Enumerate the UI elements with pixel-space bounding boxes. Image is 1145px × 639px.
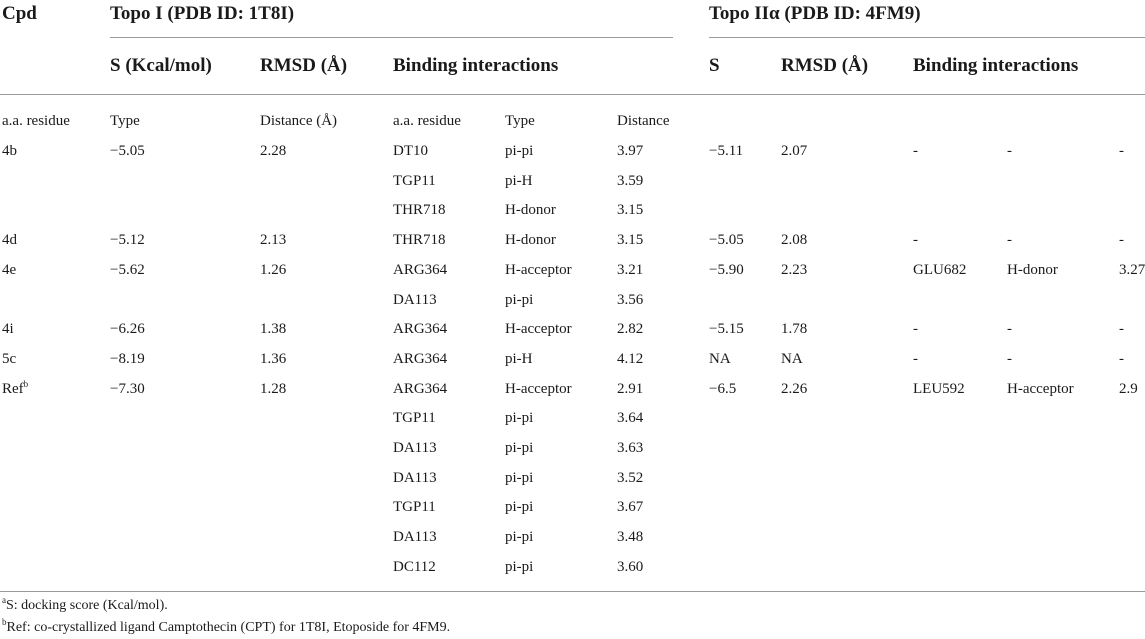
cell-topo1-rmsd-text: 2.28 (260, 143, 287, 159)
cell-topo1-distance-text: 3.15 (617, 232, 644, 248)
cell-topo2-type (1007, 232, 1012, 249)
cell-topo2-type (1007, 351, 1012, 368)
cell-topo2-distance-text: - (1119, 232, 1124, 248)
cell-topo1-type (505, 351, 533, 368)
footnote-b (2, 617, 451, 636)
cell-topo1-type (505, 440, 533, 457)
footnote-a-marker: a (2, 595, 6, 605)
cell-topo1-distance (617, 499, 643, 516)
cell-topo1-distance-text: 3.63 (617, 440, 644, 456)
cell-topo1-s-text: −5.12 (110, 232, 145, 248)
cell-topo1-type-text: pi-H (505, 173, 533, 189)
cell-topo2-s-text: −5.15 (709, 321, 744, 337)
cell-topo1-type-text: pi-H (505, 351, 533, 367)
cell-topo1-s (110, 381, 145, 398)
cell-topo1-s (110, 262, 145, 279)
cell-topo1-type (505, 173, 533, 190)
cell-topo1-s-text: −6.26 (110, 321, 145, 337)
cell-topo1-distance (617, 559, 643, 576)
cell-topo2-s (709, 232, 744, 249)
cell-topo2-s-text: −6.5 (709, 381, 737, 397)
cell-topo1-s (110, 232, 145, 249)
cell-topo2-residue (913, 351, 918, 368)
cell-topo1-rmsd-text: 1.26 (260, 262, 287, 278)
cell-topo2-rmsd-text: NA (781, 351, 803, 367)
cell-topo2-type (1007, 143, 1012, 160)
header-topo1-title: Topo I (PDB ID: 1T8I) (110, 3, 295, 24)
cell-topo1-s (110, 351, 145, 368)
cell-topo1-type-text: H-acceptor (505, 262, 572, 278)
cell-topo1-residue-text: ARG364 (393, 351, 448, 367)
subheader-type-2: Type (505, 113, 535, 129)
topo2-group-rule (709, 37, 1145, 38)
cell-topo2-rmsd-text: 2.07 (781, 143, 808, 159)
cell-topo2-s (709, 321, 744, 338)
cell-topo1-distance (617, 202, 643, 219)
cell-topo2-residue-text: GLU682 (913, 262, 967, 278)
header-topo2-title: Topo IIα (PDB ID: 4FM9) (709, 3, 921, 24)
cell-topo1-residue (393, 232, 446, 249)
cell-cpd-text: 4b (2, 143, 17, 159)
cell-topo2-distance (1119, 351, 1124, 368)
cell-topo2-type-text: - (1007, 143, 1012, 159)
cell-cpd (2, 351, 16, 368)
cell-topo1-distance (617, 440, 643, 457)
header-topo1-binding: Binding interactions (393, 55, 559, 76)
cell-cpd-text: 4d (2, 232, 17, 248)
header-topo2-s: S (709, 55, 720, 76)
cell-topo1-residue (393, 173, 436, 190)
cell-topo1-residue-text: ARG364 (393, 321, 448, 337)
cell-topo2-residue-text: - (913, 143, 918, 159)
cell-topo1-distance-text: 3.67 (617, 499, 644, 515)
cell-topo1-residue (393, 292, 437, 309)
cell-topo2-type-text: - (1007, 321, 1012, 337)
cell-topo2-residue-text: - (913, 232, 918, 248)
cell-topo1-type-text: pi-pi (505, 440, 534, 456)
cell-topo1-type-text: H-donor (505, 232, 556, 248)
cell-topo1-rmsd (260, 321, 286, 338)
cell-topo1-distance (617, 262, 643, 279)
cell-topo1-type (505, 202, 556, 219)
cell-topo1-type (505, 499, 533, 516)
cell-topo1-type (505, 529, 533, 546)
cell-topo2-type-text: - (1007, 232, 1012, 248)
cell-topo2-residue-text: LEU592 (913, 381, 965, 397)
cell-topo2-distance (1119, 321, 1124, 338)
cell-topo2-distance (1119, 262, 1145, 279)
cell-topo1-distance-text: 3.48 (617, 529, 644, 545)
cell-topo2-rmsd (781, 143, 807, 160)
cell-topo1-rmsd-text: 1.38 (260, 321, 287, 337)
cell-topo1-distance-text: 4.12 (617, 351, 644, 367)
cell-topo2-rmsd-text: 2.08 (781, 232, 808, 248)
cell-topo2-residue-text: - (913, 351, 918, 367)
cell-topo1-distance (617, 470, 643, 487)
cell-topo2-residue (913, 262, 966, 279)
cell-topo1-distance-text: 2.91 (617, 381, 644, 397)
cell-topo1-type (505, 381, 572, 398)
cell-topo1-rmsd (260, 262, 286, 279)
cell-topo2-residue (913, 232, 918, 249)
cell-topo2-residue (913, 143, 918, 160)
cell-topo1-distance (617, 410, 643, 427)
cell-topo1-rmsd-text: 2.13 (260, 232, 287, 248)
cell-topo1-rmsd (260, 351, 286, 368)
cell-topo1-distance (617, 351, 643, 368)
footnote-a-text: S: docking score (Kcal/mol). (6, 598, 168, 613)
cell-topo1-distance (617, 529, 643, 546)
cell-topo1-residue (393, 143, 428, 160)
cell-topo1-rmsd-text: 1.36 (260, 351, 287, 367)
cell-topo1-type (505, 410, 533, 427)
cell-topo1-type (505, 292, 533, 309)
cell-topo2-distance (1119, 232, 1124, 249)
cell-topo2-s (709, 381, 736, 398)
cell-cpd-text: 4e (2, 262, 17, 278)
cell-topo1-type-text: pi-pi (505, 559, 534, 575)
cell-topo1-residue (393, 410, 436, 427)
cell-topo1-residue (393, 262, 447, 279)
cell-topo1-distance (617, 292, 643, 309)
cell-topo1-type-text: pi-pi (505, 410, 534, 426)
cell-topo2-s (709, 143, 743, 160)
cell-topo1-residue (393, 202, 446, 219)
cell-topo1-s-text: −5.05 (110, 143, 145, 159)
cell-topo1-type-text: H-acceptor (505, 381, 572, 397)
cell-topo1-residue (393, 381, 447, 398)
cell-topo1-s-text: −8.19 (110, 351, 145, 367)
header-topo2-binding: Binding interactions (913, 55, 1079, 76)
subheader-distance: Distance (617, 113, 670, 129)
cell-topo1-rmsd (260, 381, 286, 398)
cell-topo1-residue-text: DT10 (393, 143, 428, 159)
cell-topo2-s-text: −5.05 (709, 232, 744, 248)
cell-topo1-rmsd-text: 1.28 (260, 381, 287, 397)
cell-topo1-type (505, 143, 533, 160)
cell-topo1-residue-text: ARG364 (393, 381, 448, 397)
cell-topo2-distance-text: 2.9 (1119, 381, 1138, 397)
subheader-aa-residue-2: a.a. residue (393, 113, 461, 129)
cell-topo1-residue (393, 470, 437, 487)
cell-topo1-type (505, 470, 533, 487)
cell-topo1-distance (617, 232, 643, 249)
cell-topo1-distance-text: 3.97 (617, 143, 644, 159)
cell-topo2-rmsd-text: 2.26 (781, 381, 808, 397)
cell-topo1-type (505, 232, 556, 249)
cell-topo1-residue (393, 559, 436, 576)
header-topo1-s: S (Kcal/mol) (110, 55, 212, 76)
cell-topo2-distance (1119, 143, 1124, 160)
cell-topo2-distance-text: - (1119, 143, 1124, 159)
cell-topo1-residue-text: ARG364 (393, 262, 448, 278)
subheader-distance-angstrom: Distance (Å) (260, 113, 338, 129)
cell-cpd-text: 5c (2, 351, 17, 367)
cell-topo1-type (505, 559, 533, 576)
cell-topo1-type-text: H-acceptor (505, 321, 572, 337)
cell-topo1-distance-text: 2.82 (617, 321, 644, 337)
cell-topo1-residue (393, 440, 437, 457)
cell-topo2-rmsd (781, 321, 807, 338)
cell-topo2-s (709, 351, 731, 368)
cell-topo2-residue (913, 321, 918, 338)
cell-topo2-distance-text: 3.27 (1119, 262, 1145, 278)
header-topo1-rmsd: RMSD (Å) (260, 55, 348, 76)
footnote-b-text: Ref: co-crystallized ligand Camptothecin (CPT) for 1T8I, Etoposide for 4FM9. (6, 620, 451, 635)
cell-topo2-distance-text: - (1119, 321, 1124, 337)
cell-topo2-distance (1119, 381, 1138, 398)
cell-topo2-s (709, 262, 744, 279)
cell-topo1-s (110, 321, 145, 338)
cell-topo2-type (1007, 262, 1058, 279)
cell-topo2-distance-text: - (1119, 351, 1124, 367)
topo1-group-rule (110, 37, 673, 38)
cell-topo2-rmsd (781, 351, 803, 368)
cell-topo2-rmsd (781, 381, 807, 398)
cell-topo1-distance-text: 3.52 (617, 470, 644, 486)
cell-topo1-type-text: pi-pi (505, 470, 534, 486)
cell-topo1-type (505, 321, 572, 338)
cell-topo1-distance (617, 321, 643, 338)
cell-topo2-type-text: - (1007, 351, 1012, 367)
cell-cpd (2, 321, 14, 338)
cell-topo1-s-text: −7.30 (110, 381, 145, 397)
footnote-b-marker: b (2, 617, 7, 627)
subheader-type: Type (110, 113, 140, 129)
cell-topo1-distance-text: 3.64 (617, 410, 644, 426)
header-topo2-rmsd: RMSD (Å) (781, 55, 869, 76)
cell-topo1-distance-text: 3.59 (617, 173, 644, 189)
cell-topo1-distance (617, 173, 643, 190)
cell-topo1-distance-text: 3.21 (617, 262, 644, 278)
cell-topo1-residue-text: DC112 (393, 559, 436, 575)
cell-cpd (2, 232, 17, 249)
header-cpd: Cpd (2, 3, 37, 24)
cell-topo1-type-text: pi-pi (505, 143, 534, 159)
cell-topo1-rmsd (260, 143, 286, 160)
cell-topo2-s-text: −5.11 (709, 143, 744, 159)
cell-topo1-residue (393, 351, 447, 368)
subheader-aa-residue: a.a. residue (2, 113, 70, 129)
cell-topo1-distance-text: 3.15 (617, 202, 644, 218)
cell-topo1-distance (617, 143, 643, 160)
cell-topo1-residue-text: TGP11 (393, 499, 436, 515)
header-bottom-rule (0, 94, 1145, 95)
cell-topo1-s-text: −5.62 (110, 262, 145, 278)
cell-topo1-s (110, 143, 145, 160)
cell-topo1-residue-text: TGP11 (393, 410, 436, 426)
cell-topo1-residue-text: DA113 (393, 470, 437, 486)
cell-topo1-type-text: pi-pi (505, 529, 534, 545)
cell-topo2-type-text: H-acceptor (1007, 381, 1074, 397)
cell-topo2-residue (913, 381, 965, 398)
cell-cpd-text: Ref (2, 381, 24, 397)
cell-topo1-residue-text: THR718 (393, 202, 446, 218)
cell-cpd-superscript: b (23, 379, 29, 389)
cell-topo1-residue-text: DA113 (393, 292, 437, 308)
cell-topo1-residue-text: DA113 (393, 440, 437, 456)
cell-topo2-rmsd (781, 232, 807, 249)
cell-topo1-rmsd (260, 232, 286, 249)
cell-topo1-distance (617, 381, 643, 398)
cell-topo2-rmsd-text: 1.78 (781, 321, 808, 337)
cell-topo2-s-text: NA (709, 351, 731, 367)
cell-topo2-type-text: H-donor (1007, 262, 1058, 278)
cell-cpd-text: 4i (2, 321, 14, 337)
footnote-a (2, 595, 168, 614)
cell-topo1-residue-text: THR718 (393, 232, 446, 248)
cell-topo1-residue-text: DA113 (393, 529, 437, 545)
cell-topo1-distance-text: 3.56 (617, 292, 644, 308)
cell-topo1-residue-text: TGP11 (393, 173, 436, 189)
cell-cpd (2, 143, 17, 160)
cell-topo2-type (1007, 321, 1012, 338)
cell-topo1-distance-text: 3.60 (617, 559, 644, 575)
cell-topo1-type-text: pi-pi (505, 292, 534, 308)
table-bottom-rule (0, 591, 1145, 592)
cell-topo2-type (1007, 381, 1074, 398)
cell-topo1-type (505, 262, 572, 279)
cell-topo2-residue-text: - (913, 321, 918, 337)
cell-cpd (2, 262, 16, 279)
cell-topo2-rmsd (781, 262, 807, 279)
cell-cpd (2, 381, 28, 398)
cell-topo2-s-text: −5.90 (709, 262, 744, 278)
cell-topo2-rmsd-text: 2.23 (781, 262, 808, 278)
cell-topo1-type-text: pi-pi (505, 499, 534, 515)
cell-topo1-residue (393, 499, 436, 516)
cell-topo1-residue (393, 529, 437, 546)
cell-topo1-type-text: H-donor (505, 202, 556, 218)
cell-topo1-residue (393, 321, 447, 338)
